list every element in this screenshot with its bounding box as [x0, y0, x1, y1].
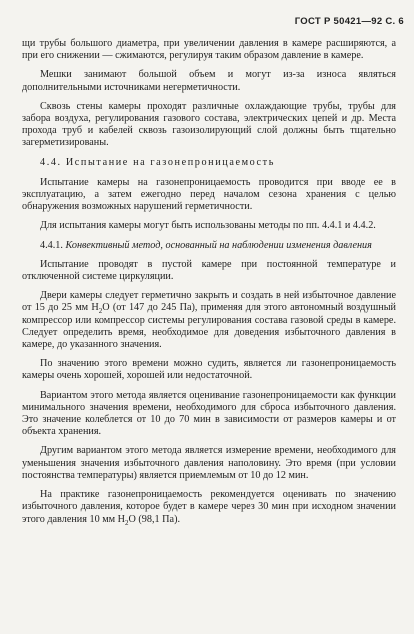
paragraph-text: На практике газонепроницаемость рекомендуется оценивать по значению избыточного давления, которое будет в камере через 30 мин при исходном значении этого давления 10 мм H: [22, 489, 396, 525]
paragraph: Вариантом этого метода является оценивание газонепроницаемости как функции минимального значения времени, необходимого для сброса избыточного давления. Это значение колеблется от 10 до 70 мин в зависимости от размеров камеры и от объекта хранения.: [22, 389, 396, 438]
section-heading-4-4: 4.4. Испытание на газонепроницаемость: [40, 156, 275, 168]
document-body: [22, 38, 396, 533]
paragraph: Испытание камеры на газонепроницаемость проводится при вводе ее в эксплуатацию, а затем ежегодно перед началом сезона хранения с целью обнаружения возможных нарушений герметичности.: [22, 176, 396, 213]
subsection-4-4-1: [22, 240, 396, 252]
paragraph: [22, 489, 396, 526]
subscript: 2: [98, 307, 103, 316]
paragraph: По значению этого времени можно судить, является ли газонепроницаемость камеры очень хорошей, хорошей или недостаточной.: [22, 358, 396, 382]
subsection-title: Конвективный метод, основанный на наблюдении изменения давления: [65, 239, 372, 251]
paragraph: Сквозь стены камеры проходят различные охлаждающие трубы, трубы для забора воздуха, регулирования газового состава, электрических цепей и др. Места прохода труб и кабелей сквозь газоизолирующий слой должны быть тщательно загерметизированы.: [22, 100, 396, 149]
paragraph: щи трубы большого диаметра, при увеличении давления в камере расширяются, а при его снижении — сжимаются, регулируя таким образом давление в камере.: [22, 38, 396, 62]
page-header: ГОСТ Р 50421—92 С. 6: [294, 16, 404, 27]
paragraph-text: O (98,1 Па).: [128, 513, 181, 525]
paragraph-text: Двери камеры следует герметично закрыть и создать в ней избыточное давление от 15 до 25 мм H: [22, 290, 396, 314]
paragraph-text: O (от 147 до 245 Па), применяя для этого автономный воздушный компрессор или компрессор системы регулирования состава газовой среды в камере. Следует определить время, необходимое для доведения избыточного давления в камере, до указанного значения.: [22, 302, 396, 351]
paragraph: Другим вариантом этого метода является измерение времени, необходимого для уменьшения значения избыточного давления наполовину. Это время (при условии постоянства температуры) является приемлемым от 10 до 12 мин.: [22, 445, 396, 481]
subscript: 2: [125, 518, 129, 527]
paragraph: [22, 290, 396, 351]
paragraph: Для испытания камеры могут быть использованы методы по пп. 4.4.1 и 4.4.2.: [40, 220, 376, 232]
paragraph: Мешки занимают большой объем и могут из-за износа являться дополнительными источниками негерметичности.: [22, 69, 396, 93]
paragraph: Испытание проводят в пустой камере при постоянной температуре и отключенной системе циркуляции.: [22, 258, 396, 283]
subsection-number: 4.4.1.: [40, 239, 63, 251]
